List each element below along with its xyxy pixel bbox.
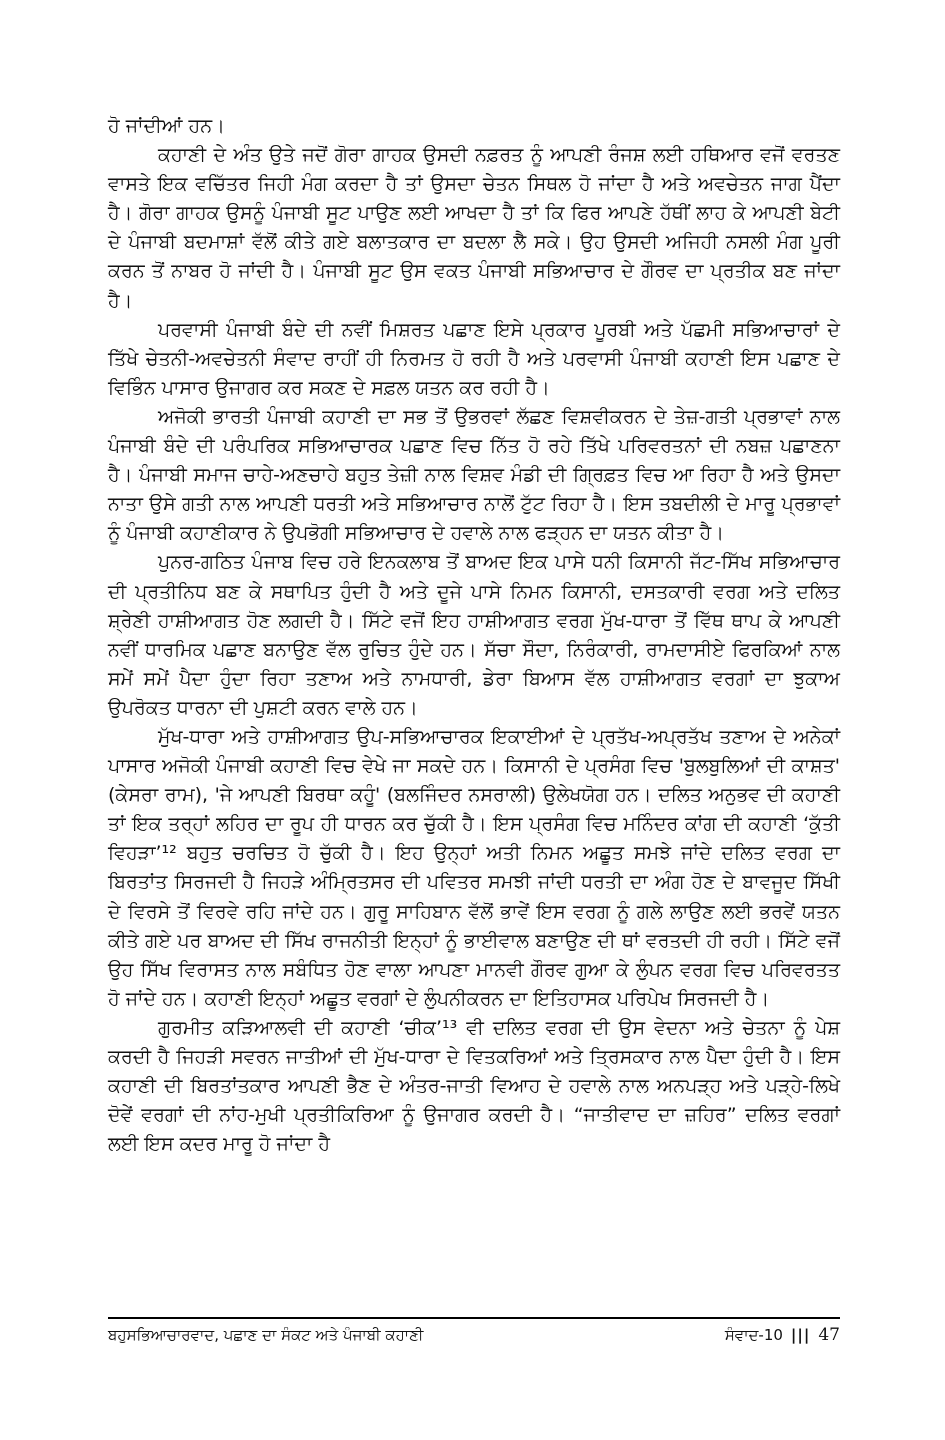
paragraph: ਪਰਵਾਸੀ ਪੰਜਾਬੀ ਬੰਦੇ ਦੀ ਨਵੀਂ ਮਿਸ਼ਰਤ ਪਛਾਣ ਇਸੇ ਪ੍ਰਕਾਰ ਪੂਰਬੀ ਅਤੇ ਪੱਛਮੀ ਸਭਿਆਚਾਰਾਂ ਦੇ ਤਿੱਖੇ ਚੇਤਨੀ-ਅਵਚੇਤਨੀ ਸੰਵਾਦ ਰਾਹੀਂ ਹੀ ਨਿਰਮਤ ਹੋ ਰਹੀ ਹੈ ਅਤੇ ਪਰਵਾਸੀ ਪੰਜਾਬੀ ਕਹਾਣੀ ਇਸ ਪਛਾਣ ਦੇ ਵਿਭਿੰਨ ਪਾਸਾਰ ਉਜਾਗਰ ਕਰ ਸਕਣ ਦੇ ਸਫ਼ਲ ਯਤਨ ਕਰ ਰਹੀ ਹੈ।: [108, 318, 840, 399]
paragraph: ਪੁਨਰ-ਗਠਿਤ ਪੰਜਾਬ ਵਿਚ ਹਰੇ ਇਨਕਲਾਬ ਤੋਂ ਬਾਅਦ ਇਕ ਪਾਸੇ ਧਨੀ ਕਿਸਾਨੀ ਜੱਟ-ਸਿੱਖ ਸਭਿਆਚਾਰ ਦੀ ਪ੍ਰਤੀਨਿਧ ਬਣ ਕੇ ਸਥਾਪਿਤ ਹੁੰਦੀ ਹੈ ਅਤੇ ਦੂਜੇ ਪਾਸੇ ਨਿਮਨ ਕਿਸਾਨੀ, ਦਸਤਕਾਰੀ ਵਰਗ ਅਤੇ ਦਲਿਤ ਸ਼੍ਰੇਣੀ ਹਾਸ਼ੀਆਗਤ ਹੋਣ ਲਗਦੀ ਹੈ। ਸਿੱਟੇ ਵਜੋਂ ਇਹ ਹਾਸ਼ੀਆਗਤ ਵਰਗ ਮੁੱਖ-ਧਾਰਾ ਤੋਂ ਵਿੱਥ ਥਾਪ ਕੇ ਆਪਣੀ ਨਵੀਂ ਧਾਰਮਿਕ ਪਛਾਣ ਬਨਾਉਣ ਵੱਲ ਰੁਚਿਤ ਹੁੰਦੇ ਹਨ। ਸੱਚਾ ਸੌਦਾ, ਨਿਰੰਕਾਰੀ, ਰਾਮਦਾਸੀਏ ਫਿਰਕਿਆਂ ਨਾਲ ਸਮੇਂ ਸਮੇਂ ਪੈਦਾ ਹੁੰਦਾ ਰਿਹਾ ਤਣਾਅ ਅਤੇ ਨਾਮਧਾਰੀ, ਡੇਰਾ ਬਿਆਸ ਵੱਲ ਹਾਸ਼ੀਆਗਤ ਵਰਗਾਂ ਦਾ ਝੁਕਾਅ ਉਪਰੋਕਤ ਧਾਰਨਾ ਦੀ ਪੁਸ਼ਟੀ ਕਰਨ ਵਾਲੇ ਹਨ।: [108, 551, 840, 719]
page-body: [108, 112, 840, 1159]
footer-rule: [108, 1317, 840, 1319]
footer-right: [725, 1323, 840, 1347]
journal-name: ਸੰਵਾਦ-10: [724, 1326, 783, 1344]
running-title: ਬਹੁਸਭਿਆਚਾਰਵਾਦ, ਪਛਾਣ ਦਾ ਸੰਕਟ ਅਤੇ ਪੰਜਾਬੀ ਕਹਾਣੀ: [108, 1326, 424, 1344]
paragraph: ਅਜੋਕੀ ਭਾਰਤੀ ਪੰਜਾਬੀ ਕਹਾਣੀ ਦਾ ਸਭ ਤੋਂ ਉਭਰਵਾਂ ਲੱਛਣ ਵਿਸ਼ਵੀਕਰਨ ਦੇ ਤੇਜ਼-ਗਤੀ ਪ੍ਰਭਾਵਾਂ ਨਾਲ ਪੰਜਾਬੀ ਬੰਦੇ ਦੀ ਪਰੰਪਰਿਕ ਸਭਿਆਚਾਰਕ ਪਛਾਣ ਵਿਚ ਨਿੱਤ ਹੋ ਰਹੇ ਤਿੱਖੇ ਪਰਿਵਰਤਨਾਂ ਦੀ ਨਬਜ਼ ਪਛਾਣਨਾ ਹੈ। ਪੰਜਾਬੀ ਸਮਾਜ ਚਾਹੇ-ਅਣਚਾਹੇ ਬਹੁਤ ਤੇਜ਼ੀ ਨਾਲ ਵਿਸ਼ਵ ਮੰਡੀ ਦੀ ਗ੍ਰਿਫ਼ਤ ਵਿਚ ਆ ਰਿਹਾ ਹੈ ਅਤੇ ਉਸਦਾ ਨਾਤਾ ਉਸੇ ਗਤੀ ਨਾਲ ਆਪਣੀ ਧਰਤੀ ਅਤੇ ਸਭਿਆਚਾਰ ਨਾਲੋਂ ਟੁੱਟ ਰਿਹਾ ਹੈ। ਇਸ ਤਬਦੀਲੀ ਦੇ ਮਾਰੂ ਪ੍ਰਭਾਵਾਂ ਨੂੰ ਪੰਜਾਬੀ ਕਹਾਣੀਕਾਰ ਨੇ ਉਪਭੋਗੀ ਸਭਿਆਚਾਰ ਦੇ ਹਵਾਲੇ ਨਾਲ ਫੜ੍ਹਨ ਦਾ ਯਤਨ ਕੀਤਾ ਹੈ।: [108, 405, 840, 545]
footer-row: [108, 1323, 840, 1347]
page-footer: [108, 1317, 840, 1347]
paragraph: ਕਹਾਣੀ ਦੇ ਅੰਤ ਉਤੇ ਜਦੋਂ ਗੋਰਾ ਗਾਹਕ ਉਸਦੀ ਨਫ਼ਰਤ ਨੂੰ ਆਪਣੀ ਰੰਜਸ਼ ਲਈ ਹਥਿਆਰ ਵਜੋਂ ਵਰਤਣ ਵਾਸਤੇ ਇਕ ਵਚਿੱਤਰ ਜਿਹੀ ਮੰਗ ਕਰਦਾ ਹੈ ਤਾਂ ਉਸਦਾ ਚੇਤਨ ਸਿਥਲ ਹੋ ਜਾਂਦਾ ਹੈ ਅਤੇ ਅਵਚੇਤਨ ਜਾਗ ਪੈਂਦਾ ਹੈ। ਗੋਰਾ ਗਾਹਕ ਉਸਨੂੰ ਪੰਜਾਬੀ ਸੂਟ ਪਾਉਣ ਲਈ ਆਖਦਾ ਹੈ ਤਾਂ ਕਿ ਫਿਰ ਆਪਣੇ ਹੱਥੀਂ ਲਾਹ ਕੇ ਆਪਣੀ ਬੇਟੀ ਦੇ ਪੰਜਾਬੀ ਬਦਮਾਸ਼ਾਂ ਵੱਲੋਂ ਕੀਤੇ ਗਏ ਬਲਾਤਕਾਰ ਦਾ ਬਦਲਾ ਲੈ ਸਕੇ। ਉਹ ਉਸਦੀ ਅਜਿਹੀ ਨਸਲੀ ਮੰਗ ਪੂਰੀ ਕਰਨ ਤੋਂ ਨਾਬਰ ਹੋ ਜਾਂਦੀ ਹੈ। ਪੰਜਾਬੀ ਸੂਟ ਉਸ ਵਕਤ ਪੰਜਾਬੀ ਸਭਿਆਚਾਰ ਦੇ ਗੌਰਵ ਦਾ ਪ੍ਰਤੀਕ ਬਣ ਜਾਂਦਾ ਹੈ।: [108, 144, 840, 312]
separator-bars: |||: [790, 1326, 811, 1344]
paragraph: ਮੁੱਖ-ਧਾਰਾ ਅਤੇ ਹਾਸ਼ੀਆਗਤ ਉਪ-ਸਭਿਆਚਾਰਕ ਇਕਾਈਆਂ ਦੇ ਪ੍ਰਤੱਖ-ਅਪ੍ਰਤੱਖ ਤਣਾਅ ਦੇ ਅਨੇਕਾਂ ਪਾਸਾਰ ਅਜੋਕੀ ਪੰਜਾਬੀ ਕਹਾਣੀ ਵਿਚ ਵੇਖੇ ਜਾ ਸਕਦੇ ਹਨ। ਕਿਸਾਨੀ ਦੇ ਪ੍ਰਸੰਗ ਵਿਚ 'ਬੁਲਬੁਲਿਆਂ ਦੀ ਕਾਸ਼ਤ' (ਕੇਸਰਾ ਰਾਮ), 'ਜੇ ਆਪਣੀ ਬਿਰਥਾ ਕਹੂੰ' (ਬਲਜਿੰਦਰ ਨਸਰਾਲੀ) ਉਲੇਖਯੋਗ ਹਨ। ਦਲਿਤ ਅਨੁਭਵ ਦੀ ਕਹਾਣੀ ਤਾਂ ਇਕ ਤਰ੍ਹਾਂ ਲਹਿਰ ਦਾ ਰੂਪ ਹੀ ਧਾਰਨ ਕਰ ਚੁੱਕੀ ਹੈ। ਇਸ ਪ੍ਰਸੰਗ ਵਿਚ ਮਨਿੰਦਰ ਕਾਂਗ ਦੀ ਕਹਾਣੀ ‘ਕੁੱਤੀ ਵਿਹੜਾ’¹² ਬਹੁਤ ਚਰਚਿਤ ਹੋ ਚੁੱਕੀ ਹੈ। ਇਹ ਉਨ੍ਹਾਂ ਅਤੀ ਨਿਮਨ ਅਛੂਤ ਸਮਝੇ ਜਾਂਦੇ ਦਲਿਤ ਵਰਗ ਦਾ ਬਿਰਤਾਂਤ ਸਿਰਜਦੀ ਹੈ ਜਿਹੜੇ ਅੰਮ੍ਰਿਤਸਰ ਦੀ ਪਵਿਤਰ ਸਮਝੀ ਜਾਂਦੀ ਧਰਤੀ ਦਾ ਅੰਗ ਹੋਣ ਦੇ ਬਾਵਜੂਦ ਸਿੱਖੀ ਦੇ ਵਿਰਸੇ ਤੋਂ ਵਿਰਵੇ ਰਹਿ ਜਾਂਦੇ ਹਨ। ਗੁਰੂ ਸਾਹਿਬਾਨ ਵੱਲੋਂ ਭਾਵੇਂ ਇਸ ਵਰਗ ਨੂੰ ਗਲੇ ਲਾਉਣ ਲਈ ਭਰਵੇਂ ਯਤਨ ਕੀਤੇ ਗਏ ਪਰ ਬਾਅਦ ਦੀ ਸਿੱਖ ਰਾਜਨੀਤੀ ਇਨ੍ਹਾਂ ਨੂੰ ਭਾਈਵਾਲ ਬਣਾਉਣ ਦੀ ਥਾਂ ਵਰਤਦੀ ਹੀ ਰਹੀ। ਸਿੱਟੇ ਵਜੋਂ ਉਹ ਸਿੱਖ ਵਿਰਾਸਤ ਨਾਲ ਸਬੰਧਿਤ ਹੋਣ ਵਾਲਾ ਆਪਣਾ ਮਾਨਵੀ ਗੌਰਵ ਗੁਆ ਕੇ ਲੁੰਪਨ ਵਰਗ ਵਿਚ ਪਰਿਵਰਤਤ ਹੋ ਜਾਂਦੇ ਹਨ। ਕਹਾਣੀ ਇਨ੍ਹਾਂ ਅਛੂਤ ਵਰਗਾਂ ਦੇ ਲੁੰਪਨੀਕਰਨ ਦਾ ਇਤਿਹਾਸਕ ਪਰਿਪੇਖ ਸਿਰਜਦੀ ਹੈ।: [108, 725, 840, 1010]
paragraph: ਗੁਰਮੀਤ ਕੜਿਆਲਵੀ ਦੀ ਕਹਾਣੀ ‘ਚੀਕ’¹³ ਵੀ ਦਲਿਤ ਵਰਗ ਦੀ ਉਸ ਵੇਦਨਾ ਅਤੇ ਚੇਤਨਾ ਨੂੰ ਪੇਸ਼ ਕਰਦੀ ਹੈ ਜਿਹੜੀ ਸਵਰਨ ਜਾਤੀਆਂ ਦੀ ਮੁੱਖ-ਧਾਰਾ ਦੇ ਵਿਤਕਰਿਆਂ ਅਤੇ ਤ੍ਰਿਸਕਾਰ ਨਾਲ ਪੈਦਾ ਹੁੰਦੀ ਹੈ। ਇਸ ਕਹਾਣੀ ਦੀ ਬਿਰਤਾਂਤਕਾਰ ਆਪਣੀ ਭੈਣ ਦੇ ਅੰਤਰ-ਜਾਤੀ ਵਿਆਹ ਦੇ ਹਵਾਲੇ ਨਾਲ ਅਨਪੜ੍ਹ ਅਤੇ ਪੜ੍ਹੇ-ਲਿਖੇ ਦੋਵੇਂ ਵਰਗਾਂ ਦੀ ਨਾਂਹ-ਮੁਖੀ ਪ੍ਰਤੀਕਿਰਿਆ ਨੂੰ ਉਜਾਗਰ ਕਰਦੀ ਹੈ। “ਜਾਤੀਵਾਦ ਦਾ ਜ਼ਹਿਰ” ਦਲਿਤ ਵਰਗਾਂ ਲਈ ਇਸ ਕਦਰ ਮਾਰੂ ਹੋ ਜਾਂਦਾ ਹੈ: [108, 1016, 840, 1156]
paragraph-continuation: ਹੋ ਜਾਂਦੀਆਂ ਹਨ।: [108, 115, 225, 137]
page-number: 47: [818, 1325, 840, 1345]
